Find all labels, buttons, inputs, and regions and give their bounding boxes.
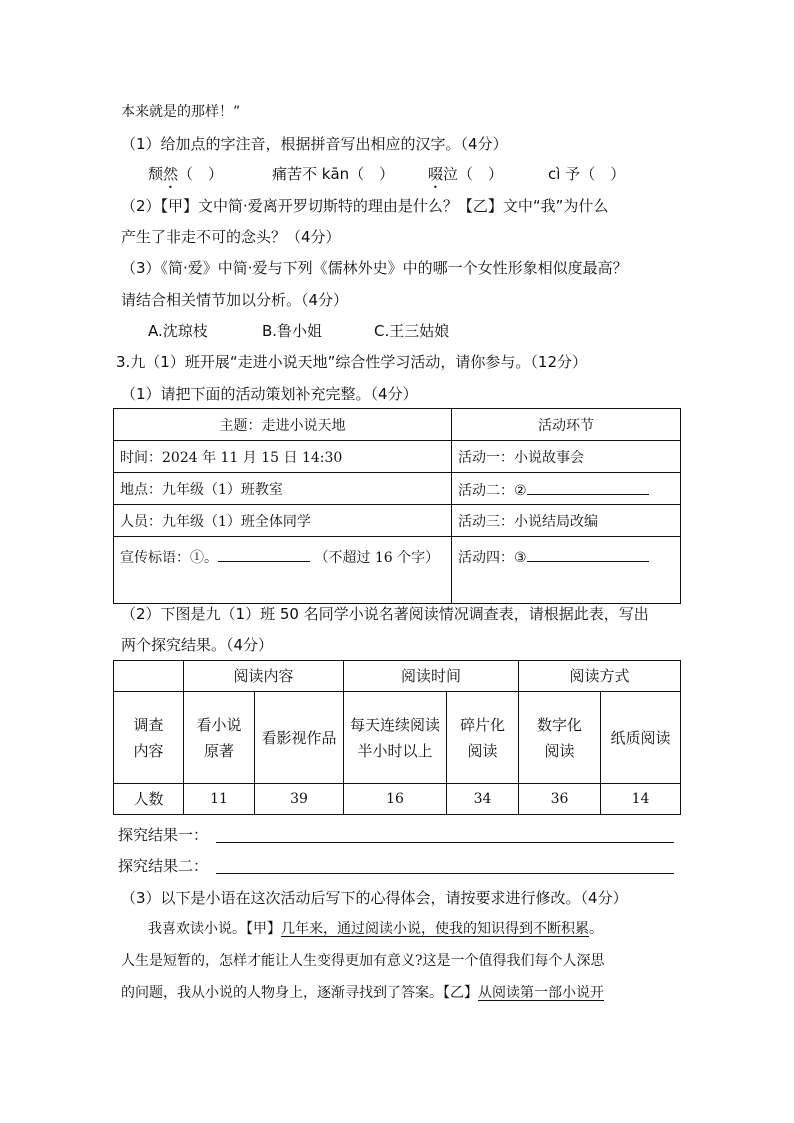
- count-original-novel: 11: [184, 784, 255, 815]
- q3-option-b: B.鲁小姐: [262, 322, 323, 340]
- plan-header-theme: 主题：走进小说天地: [114, 409, 452, 441]
- activity-plan-table: [113, 408, 681, 604]
- section3-sub2-line-1: （2）下图是九（1）班 50 名同学小说名著阅读情况调查表，请根据此表，写出: [121, 605, 649, 623]
- survey-row-label: 调查内容: [114, 692, 184, 784]
- q2-line-1: （2）【甲】文中简·爱离开罗切斯特的理由是什么？【乙】文中“我”为什么: [121, 197, 609, 215]
- plan-header-activities: 活动环节: [452, 409, 681, 441]
- result-1-blank[interactable]: [216, 842, 674, 843]
- essay-line-1: 我喜欢读小说。【甲】几年来，通过阅读小说，使我的知识得到不断积累。: [148, 921, 603, 937]
- section3-sub2-line-2: 两个探究结果。（4分）: [121, 636, 274, 654]
- plan-location: 地点：九年级（1）班教室: [114, 473, 452, 505]
- slogan-blank[interactable]: [218, 545, 310, 562]
- survey-count-label: 人数: [114, 784, 184, 815]
- col-film-tv: 看影视作品: [255, 692, 344, 784]
- essay-sentence-jia: 几年来，通过阅读小说，使我的知识得到不断积累: [281, 921, 589, 937]
- plan-activity-3: 活动三：小说结局改编: [452, 505, 681, 537]
- plan-people: 人员：九年级（1）班全体同学: [114, 505, 452, 537]
- plan-time: 时间：2024 年 11 月 15 日 14:30: [114, 441, 452, 473]
- result-1: 探究结果一：: [118, 826, 209, 844]
- q2-line-2: 产生了非走不可的念头？（4分）: [121, 228, 341, 246]
- essay-line-3: 的问题，我从小说的人物身上，逐渐寻找到了答案。【乙】从阅读第一部小说开: [121, 985, 604, 1001]
- group-reading-method: 阅读方式: [519, 661, 681, 692]
- section3-sub1: （1）请把下面的活动策划补充完整。（4分）: [121, 385, 418, 403]
- activity-4-blank[interactable]: [527, 545, 649, 562]
- group-reading-content: 阅读内容: [184, 661, 344, 692]
- continued-quote-line: 本来就是的那样！”: [121, 104, 241, 120]
- q1-item-3: 啜泣（ ）: [428, 165, 504, 183]
- result-2: 探究结果二：: [118, 857, 209, 875]
- plan-activity-1: 活动一：小说故事会: [452, 441, 681, 473]
- q1-item-4: cì 予（ ）: [548, 165, 626, 183]
- q3-option-c: C.王三姑娘: [374, 322, 450, 340]
- col-paper-reading: 纸质阅读: [601, 692, 681, 784]
- q1-item-1: 颓然（ ）: [148, 165, 224, 183]
- col-continuous-reading: 每天连续阅读半小时以上: [344, 692, 447, 784]
- col-fragmented-reading: 碎片化阅读: [447, 692, 519, 784]
- plan-activity-2: 活动二：②: [452, 473, 681, 505]
- reading-survey-table: [113, 660, 681, 815]
- plan-activity-4: 活动四：③: [452, 537, 681, 604]
- q1-item-2: 痛苦不 kān（ ）: [272, 165, 395, 183]
- count-digital-reading: 36: [519, 784, 601, 815]
- q3-option-a: A.沈琼枝: [148, 322, 208, 340]
- count-fragmented-reading: 34: [447, 784, 519, 815]
- q3-line-1: （3）《简·爱》中简·爱与下列《儒林外史》中的哪一个女性形象相似度最高？: [121, 259, 628, 277]
- q3-line-2: 请结合相关情节加以分析。（4分）: [121, 291, 349, 309]
- group-reading-time: 阅读时间: [344, 661, 519, 692]
- col-digital-reading: 数字化阅读: [519, 692, 601, 784]
- count-paper-reading: 14: [601, 784, 681, 815]
- essay-line-2: 人生是短暂的，怎样才能让人生变得更加有意义?这是一个值得我们每个人深思: [121, 953, 605, 969]
- count-continuous-reading: 16: [344, 784, 447, 815]
- survey-corner-cell: [114, 661, 184, 692]
- plan-slogan: 宣传标语：①。 （不超过 16 个字）: [114, 537, 452, 604]
- q1-prompt: （1）给加点的字注音，根据拼音写出相应的汉字。（4分）: [121, 135, 508, 153]
- section3-sub3: （3）以下是小语在这次活动后写下的心得体会，请按要求进行修改。（4分）: [121, 889, 628, 907]
- section3-title: 3.九（1）班开展“走进小说天地”综合性学习活动，请你参与。（12分）: [116, 353, 587, 371]
- count-film-tv: 39: [255, 784, 344, 815]
- essay-sentence-yi: 从阅读第一部小说开: [478, 985, 604, 1001]
- col-original-novel: 看小说原著: [184, 692, 255, 784]
- activity-2-blank[interactable]: [527, 478, 649, 495]
- result-2-blank[interactable]: [216, 873, 674, 874]
